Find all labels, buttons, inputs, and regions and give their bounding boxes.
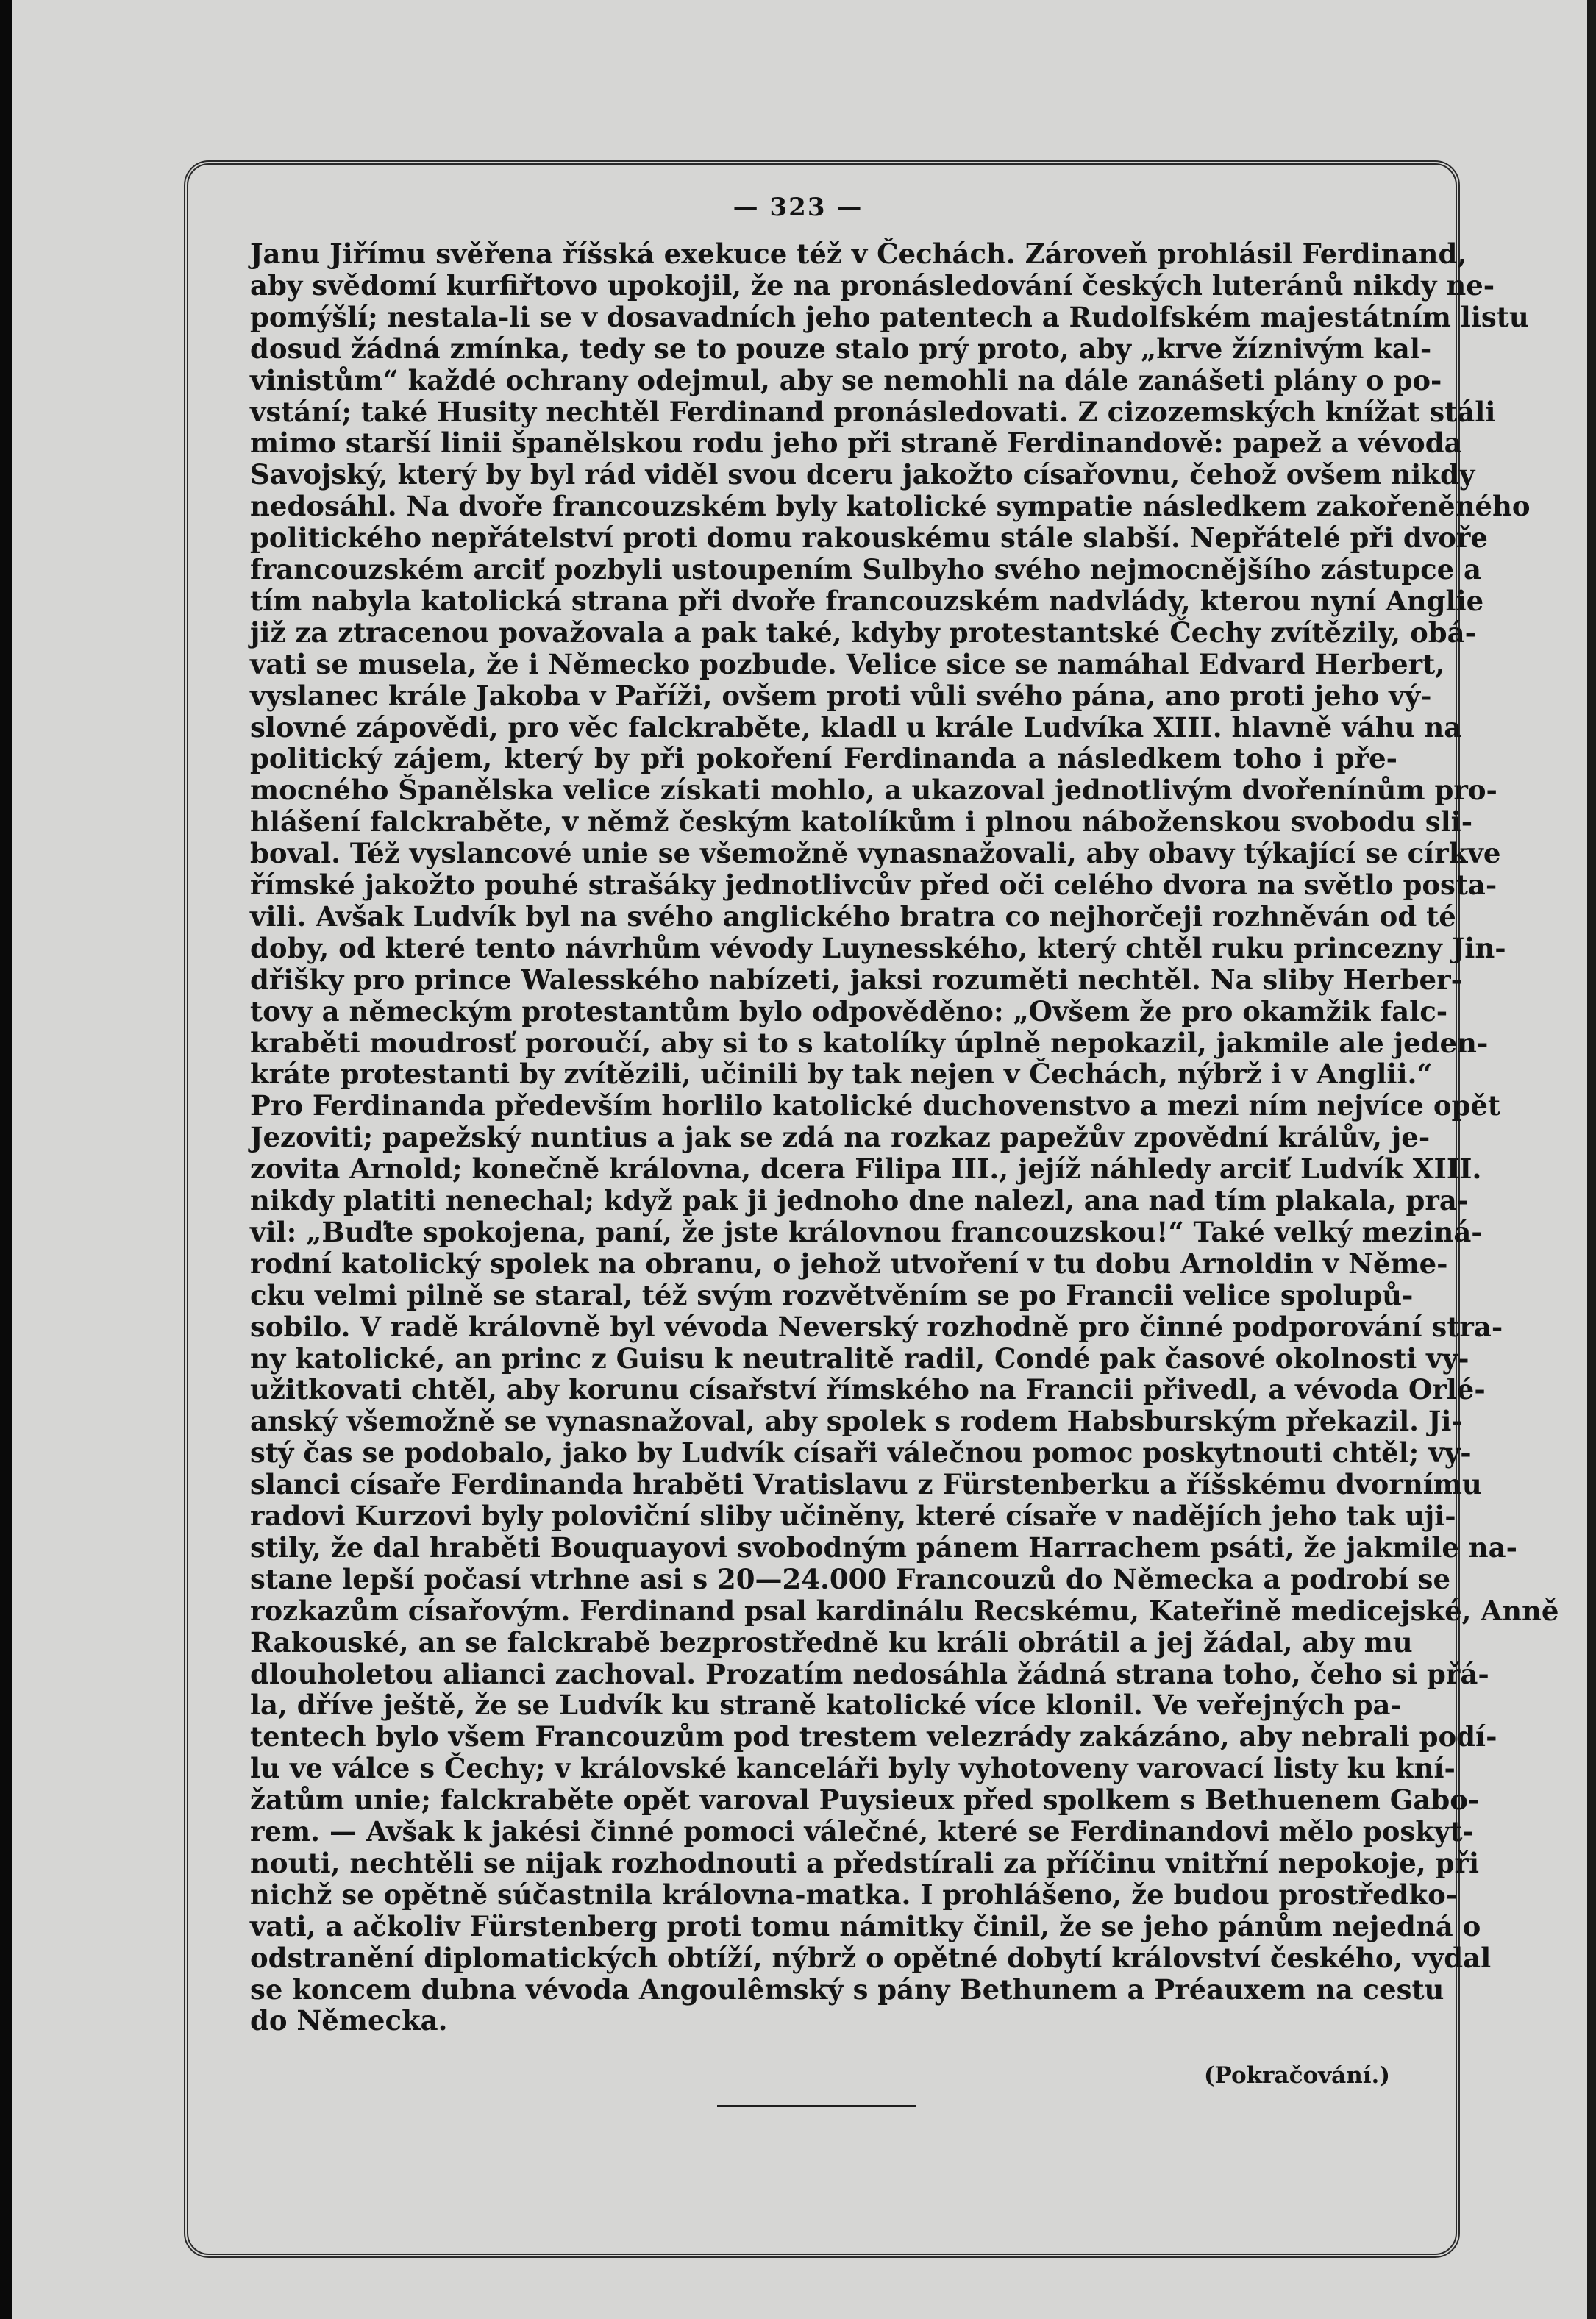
text-line: Jezoviti; papežský nuntius a jak se zdá na rozkaz papežův zpovědní králův, je-: [250, 1121, 1431, 1154]
text-line: nedosáhl. Na dvoře francouzském byly katolické sympatie následkem zakořeněného: [250, 490, 1531, 523]
closing-rule: [717, 2105, 916, 2107]
text-line: vati se musela, že i Německo pozbude. Velice sice se namáhal Edvard Herbert,: [250, 647, 1445, 680]
text-line: vstání; také Husity nechtěl Ferdinand pronásledovati. Z cizozemských knížat stáli: [250, 395, 1496, 428]
continuation-note: (Pokračování.): [1203, 2062, 1390, 2089]
text-line: mimo starší linii španělskou rodu jeho při straně Ferdinandově: papež a vévoda: [250, 427, 1462, 460]
text-line: kraběti moudrosť poroučí, aby si to s katolíky úplně nepokazil, jakmile ale jeden-: [250, 1026, 1489, 1059]
text-line: hlášení falckraběte, v němž českým katolíkům i plnou náboženskou svobodu sli-: [250, 805, 1473, 838]
text-line: francouzském arciť pozbyli ustoupením Sulbyho svého nejmocnějšího zástupce a: [250, 553, 1481, 585]
text-line: pomýšlí; nestala-li se v dosavadních jeho patentech a Rudolfském majestátním listu: [250, 300, 1529, 333]
text-line: politického nepřátelství proti domu rakouskému stále slabší. Nepřátelé při dvoře: [250, 521, 1488, 555]
text-line: dřišky pro prince Walesského nabízeti, jaksi rozuměti nechtěl. Na sliby Herber-: [250, 963, 1462, 996]
text-line: se koncem dubna vévoda Angoulêmský s pány Bethunem a Préauxem na cestu: [250, 1973, 1444, 2006]
text-line: rodní katolický spolek na obranu, o jehož utvoření v tu dobu Arnoldin v Něme-: [250, 1247, 1448, 1280]
text-line: boval. Též vyslancové unie se všemožně vynasnažovali, aby obavy týkající se církve: [250, 837, 1501, 870]
text-line: Pro Ferdinanda především horlilo katolické duchovenstvo a mezi ním nejvíce opět: [250, 1089, 1500, 1122]
text-line: rem. — Avšak k jakési činné pomoci válečné, které se Ferdinandovi mělo poskyt-: [250, 1815, 1474, 1848]
text-line: aby svědomí kurfiřtovo upokojil, že na pronásledování českých luteránů nikdy ne-: [250, 268, 1495, 302]
text-line: radovi Kurzovi byly poloviční sliby učiněny, které císaře v nadějích jeho tak uji-: [250, 1500, 1456, 1532]
text-line: stý čas se podobalo, jako by Ludvík císaři válečnou pomoc poskytnouti chtěl; vy-: [250, 1436, 1472, 1470]
text-line: žatům unie; falckraběte opět varoval Puysieux před spolkem s Bethuenem Gabo-: [250, 1784, 1480, 1817]
text-line: cku velmi pilně se staral, též svým rozvětvěním se po Francii velice spolupů-: [250, 1278, 1414, 1311]
text-line: mocného Španělska velice získati mohlo, a ukazoval jednotlivým dvořenínům pro-: [250, 774, 1497, 807]
text-line: vinistům“ každé ochrany odejmul, aby se nemohli na dále zanášeti plány o po-: [250, 363, 1442, 396]
text-line: Savojský, který by byl rád viděl svou dceru jakožto císařovnu, čehož ovšem nikdy: [250, 458, 1475, 491]
text-line: Rakouské, an se falckrabě bezprostředně ku králi obrátil a jej žádal, aby mu: [250, 1625, 1413, 1659]
text-line: lu ve válce s Čechy; v královské kanceláři byly vyhotoveny varovací listy ku kní-: [250, 1752, 1456, 1785]
text-line: užitkovati chtěl, aby korunu císařství římského na Francii přivedl, a vévoda Orlé-: [250, 1373, 1486, 1406]
text-line: římské jakožto pouhé strašáky jednotlivcův před oči celého dvora na světlo posta-: [250, 869, 1497, 901]
text-line: vili. Avšak Ludvík byl na svého anglického bratra co nejhorčeji rozhněván od té: [250, 900, 1456, 933]
text-line: do Německa.: [250, 2004, 448, 2037]
page-number: — 323 —: [733, 193, 863, 222]
text-line: stane lepší počasí vtrhne asi s 20—24.000 Francouzů do Německa a podrobí se: [250, 1562, 1451, 1595]
scan-left-edge: [0, 0, 12, 2319]
text-line: ny katolické, an princ z Guisu k neutralitě radil, Condé pak časové okolnosti vy-: [250, 1342, 1469, 1375]
text-line: stily, že dal hraběti Bouquayovi svobodným pánem Harrachem psáti, že jakmile na-: [250, 1531, 1517, 1564]
scan-right-edge: [1587, 0, 1596, 2319]
text-line: již za ztracenou považovala a pak také, kdyby protestantské Čechy zvítězily, obá-: [250, 616, 1476, 649]
text-line: la, dříve ještě, že se Ludvík ku straně katolické více klonil. Ve veřejných pa-: [250, 1689, 1402, 1722]
text-line: doby, od které tento návrhům vévody Luynesského, který chtěl ruku princezny Jin-: [250, 931, 1506, 964]
text-line: nichž se opětně súčastnila královna-matka. I prohlášeno, že budou prostředko-: [250, 1878, 1458, 1911]
text-line: vati, a ačkoliv Fürstenberg proti tomu námitky činil, že se jeho pánům nejedná o: [250, 1909, 1481, 1942]
text-line: tím nabyla katolická strana při dvoře francouzském nadvlády, kterou nyní Anglie: [250, 584, 1484, 617]
text-line: kráte protestanti by zvítězili, učinili by tak nejen v Čechách, nýbrž i v Anglii.“: [250, 1058, 1433, 1091]
text-line: nouti, nechtěli se nijak rozhodnouti a předstírali za příčinu vnitřní nepokoje, při: [250, 1846, 1480, 1879]
text-line: slanci císaře Ferdinanda hraběti Vratislavu z Fürstenberku a říšskému dvornímu: [250, 1468, 1482, 1501]
text-line: rozkazům císařovým. Ferdinand psal kardinálu Recskému, Kateřině medicejské, Anně: [250, 1594, 1559, 1627]
text-line: odstranění diplomatických obtíží, nýbrž o opětné dobytí království českého, vydal: [250, 1941, 1492, 1974]
text-line: zovita Arnold; konečně královna, dcera Filipa III., jejíž náhledy arciť Ludvík XIII.: [250, 1153, 1482, 1186]
text-line: dlouholetou alianci zachoval. Prozatím nedosáhla žádná strana toho, čeho si přá-: [250, 1657, 1489, 1690]
text-line: politický zájem, který by při pokoření Ferdinanda a následkem toho i pře-: [250, 742, 1397, 775]
text-line: nikdy platiti nenechal; když pak ji jednoho dne nalezl, ana nad tím plakala, pra-: [250, 1184, 1469, 1217]
text-line: sobilo. V radě královně byl vévoda Neverský rozhodně pro činné podporování stra-: [250, 1310, 1503, 1343]
text-line: tentech bylo všem Francouzům pod trestem velezrády zakázáno, aby nebrali podí-: [250, 1720, 1497, 1753]
text-line: vil: „Buďte spokojena, paní, že jste královnou francouzskou!“ Také velký meziná-: [250, 1215, 1483, 1248]
text-line: vyslanec krále Jakoba v Paříži, ovšem proti vůli svého pána, ano proti jeho vý-: [250, 679, 1432, 712]
text-line: Janu Jiřímu svěřena říšská exekuce též v Čechách. Zároveň prohlásil Ferdinand,: [250, 238, 1467, 270]
text-line: anský všemožně se vynasnažoval, aby spolek s rodem Habsburským překazil. Ji-: [250, 1405, 1463, 1438]
text-line: tovy a německým protestantům bylo odpověděno: „Ovšem že pro okamžik falc-: [250, 994, 1448, 1027]
text-line: slovné zápovědi, pro věc falckraběte, kladl u krále Ludvíka XIII. hlavně váhu na: [250, 710, 1462, 744]
text-line: dosud žádná zmínka, tedy se to pouze stalo prý proto, aby „krve žíznivým kal-: [250, 332, 1432, 365]
